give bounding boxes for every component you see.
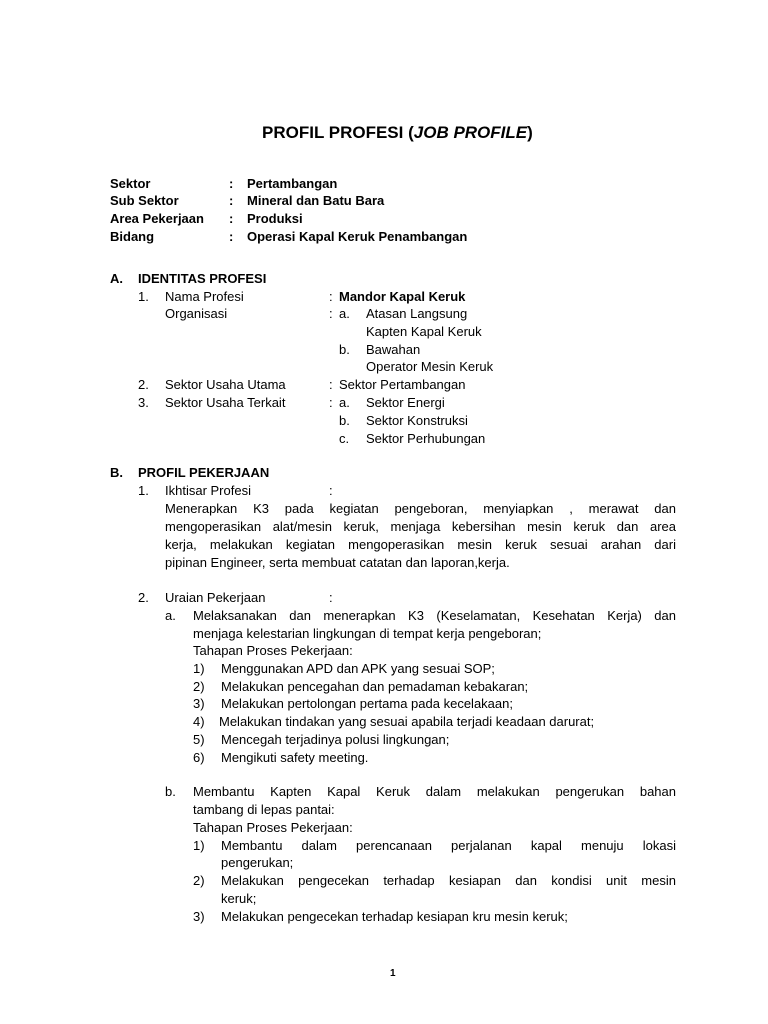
terkait-c-value: Sektor Perhubungan xyxy=(366,431,486,446)
sektor-usaha-terkait-label: Sektor Usaha Terkait xyxy=(165,395,286,410)
step-text: Menggunakan APD dan APK yang sesuai SOP; xyxy=(221,661,495,676)
item-number: 1. xyxy=(138,289,149,304)
ikhtisar-line: kerja, melakukan kegiatan mengoperasikan mesin keruk sesuai arahan dari xyxy=(165,537,676,552)
colon: : xyxy=(329,306,333,321)
nama-profesi-label: Nama Profesi xyxy=(165,289,244,304)
organisasi-label: Organisasi xyxy=(165,306,228,321)
colon: : xyxy=(329,590,333,605)
step-text: Melakukan pengecekan terhadap kesiapan kru mesin keruk; xyxy=(221,909,568,924)
colon: : xyxy=(329,377,333,392)
org-a-value: Kapten Kapal Keruk xyxy=(366,324,482,339)
step-text: Melakukan pengecekan terhadap kesiapan dan kondisi unit mesin xyxy=(221,873,676,888)
step-text: Mengikuti safety meeting. xyxy=(221,750,369,765)
item-number: 3. xyxy=(138,395,149,410)
field-label-bidang: Bidang xyxy=(110,229,155,244)
step-number: 4) xyxy=(193,714,205,729)
terkait-a-value: Sektor Energi xyxy=(366,395,445,410)
step-number: 1) xyxy=(193,838,205,853)
step-text: Melakukan pertolongan pertama pada kecelakaan; xyxy=(221,696,513,711)
section-b-title: PROFIL PEKERJAAN xyxy=(138,465,270,480)
item-number: 1. xyxy=(138,483,149,498)
org-b-title: Bawahan xyxy=(366,342,421,357)
section-a-title: IDENTITAS PROFESI xyxy=(138,271,267,286)
step-text: pengerukan; xyxy=(221,855,294,870)
field-colon: : xyxy=(229,211,234,226)
field-value-bidang: Operasi Kapal Keruk Penambangan xyxy=(247,229,468,244)
task-b-letter: b. xyxy=(165,784,176,799)
step-text: Membantu dalam perencanaan perjalanan kapal menuju lokasi xyxy=(221,838,676,853)
colon: : xyxy=(329,483,333,498)
ikhtisar-line: Menerapkan K3 pada kegiatan pengeboran, menyiapkan , merawat dan xyxy=(165,501,676,516)
terkait-b-letter: b. xyxy=(339,413,350,428)
step-number: 3) xyxy=(193,696,205,711)
item-number: 2. xyxy=(138,590,149,605)
page-number: 1 xyxy=(390,968,396,979)
task-a-tahapan: Tahapan Proses Pekerjaan: xyxy=(193,643,353,658)
ikhtisar-line: pipinan Engineer, serta membuat catatan dan laporan,kerja. xyxy=(165,555,510,570)
field-colon: : xyxy=(229,176,234,191)
step-number: 2) xyxy=(193,679,205,694)
field-label-area: Area Pekerjaan xyxy=(110,211,204,226)
step-number: 5) xyxy=(193,732,205,747)
colon: : xyxy=(329,289,333,304)
terkait-a-letter: a. xyxy=(339,395,350,410)
colon: : xyxy=(329,395,333,410)
field-colon: : xyxy=(229,229,234,244)
task-b-tahapan: Tahapan Proses Pekerjaan: xyxy=(193,820,353,835)
task-a-line: Melaksanakan dan menerapkan K3 (Keselamatan, Kesehatan Kerja) dan xyxy=(193,608,676,623)
section-b-letter: B. xyxy=(110,465,123,480)
field-value-sektor: Pertambangan xyxy=(247,176,338,191)
section-a-letter: A. xyxy=(110,271,123,286)
step-number: 6) xyxy=(193,750,205,765)
terkait-b-value: Sektor Konstruksi xyxy=(366,413,468,428)
title-close: ) xyxy=(527,123,533,142)
step-number: 2) xyxy=(193,873,205,888)
org-a-title: Atasan Langsung xyxy=(366,306,468,321)
org-b-value: Operator Mesin Keruk xyxy=(366,359,494,374)
step-text: Mencegah terjadinya polusi lingkungan; xyxy=(221,732,450,747)
task-b-line: Membantu Kapten Kapal Keruk dalam melakukan pengerukan bahan xyxy=(193,784,676,799)
title-italic: JOB PROFILE xyxy=(413,123,528,142)
field-value-sub-sektor: Mineral dan Batu Bara xyxy=(247,193,385,208)
page-title xyxy=(262,123,533,143)
sektor-usaha-utama-value: Sektor Pertambangan xyxy=(339,377,466,392)
field-value-area: Produksi xyxy=(247,211,303,226)
uraian-label: Uraian Pekerjaan xyxy=(165,590,266,605)
step-text: Melakukan tindakan yang sesuai apabila terjadi keadaan darurat; xyxy=(219,714,595,729)
sektor-usaha-utama-label: Sektor Usaha Utama xyxy=(165,377,286,392)
terkait-c-letter: c. xyxy=(339,431,350,446)
ikhtisar-line: mengoperasikan alat/mesin keruk, menjaga kebersihan mesin keruk dan area xyxy=(165,519,676,534)
step-number: 3) xyxy=(193,909,205,924)
field-label-sektor: Sektor xyxy=(110,176,151,191)
task-a-line: menjaga kelestarian lingkungan di tempat kerja pengeboran; xyxy=(193,626,542,641)
step-number: 1) xyxy=(193,661,205,676)
field-label-sub-sektor: Sub Sektor xyxy=(110,193,179,208)
item-number: 2. xyxy=(138,377,149,392)
org-a-letter: a. xyxy=(339,306,350,321)
ikhtisar-label: Ikhtisar Profesi xyxy=(165,483,251,498)
task-a-letter: a. xyxy=(165,608,176,623)
step-text: Melakukan pencegahan dan pemadaman kebakaran; xyxy=(221,679,529,694)
org-b-letter: b. xyxy=(339,342,350,357)
title-main: PROFIL PROFESI ( xyxy=(262,123,414,142)
task-b-line: tambang di lepas pantai: xyxy=(193,802,335,817)
nama-profesi-value: Mandor Kapal Keruk xyxy=(339,289,466,304)
step-text: keruk; xyxy=(221,891,257,906)
field-colon: : xyxy=(229,193,234,208)
